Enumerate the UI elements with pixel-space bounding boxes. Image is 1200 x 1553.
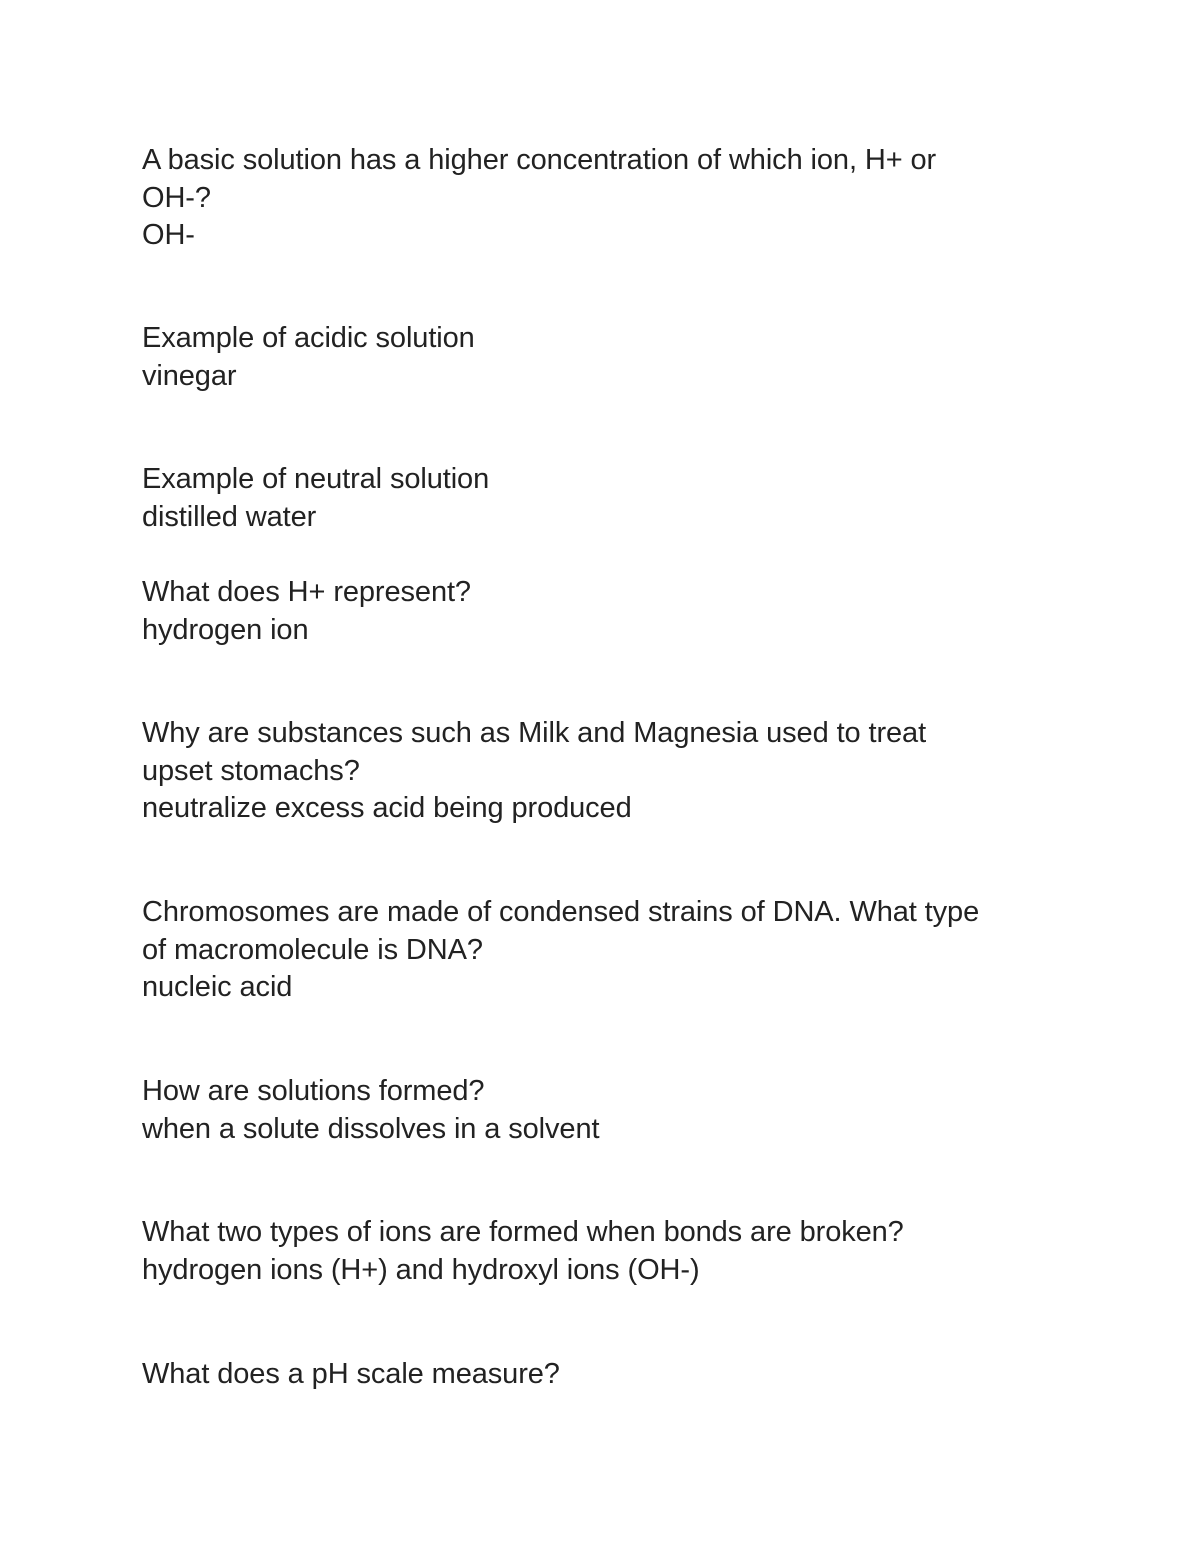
qa-card-dna (142, 894, 1072, 1007)
qa-card-h-plus (142, 574, 1072, 649)
answer-text: hydrogen ion (142, 613, 309, 646)
qa-card-solutions-formed (142, 1073, 1072, 1148)
qa-card-basic-solution (142, 142, 1072, 255)
answer-text: distilled water (142, 500, 317, 533)
answer-text: hydrogen ions (H+) and hydroxyl ions (OH-) (142, 1253, 700, 1286)
qa-card-acidic-example (142, 320, 1072, 395)
answer-text: neutralize excess acid being produced (142, 792, 632, 824)
qa-card-neutral-example (142, 461, 1072, 536)
question-line: What does H+ represent? (142, 576, 471, 608)
question-line: What does a pH scale measure? (142, 1358, 560, 1390)
question-line: Why are substances such as Milk and Magnesia used to treat (142, 717, 927, 749)
answer-text: nucleic acid (142, 971, 293, 1003)
question-line: A basic solution has a higher concentration of which ion, H+ or (142, 144, 937, 176)
question-line: upset stomachs? (142, 754, 360, 787)
qa-card-milk-magnesia (142, 715, 1072, 828)
question-line: What two types of ions are formed when bonds are broken? (142, 1216, 904, 1248)
answer-text: when a solute dissolves in a solvent (142, 1112, 600, 1145)
question-line: Example of acidic solution (142, 322, 475, 354)
question-line: How are solutions formed? (142, 1075, 485, 1107)
qa-card-ion-types (142, 1214, 1072, 1289)
question-line: Example of neutral solution (142, 463, 490, 495)
qa-card-ph-scale (142, 1356, 1072, 1394)
answer-text: vinegar (142, 359, 237, 392)
question-line: Chromosomes are made of condensed strains of DNA. What type (142, 896, 980, 928)
answer-text: OH- (142, 219, 195, 251)
question-line: OH-? (142, 181, 211, 214)
question-line: of macromolecule is DNA? (142, 933, 483, 966)
